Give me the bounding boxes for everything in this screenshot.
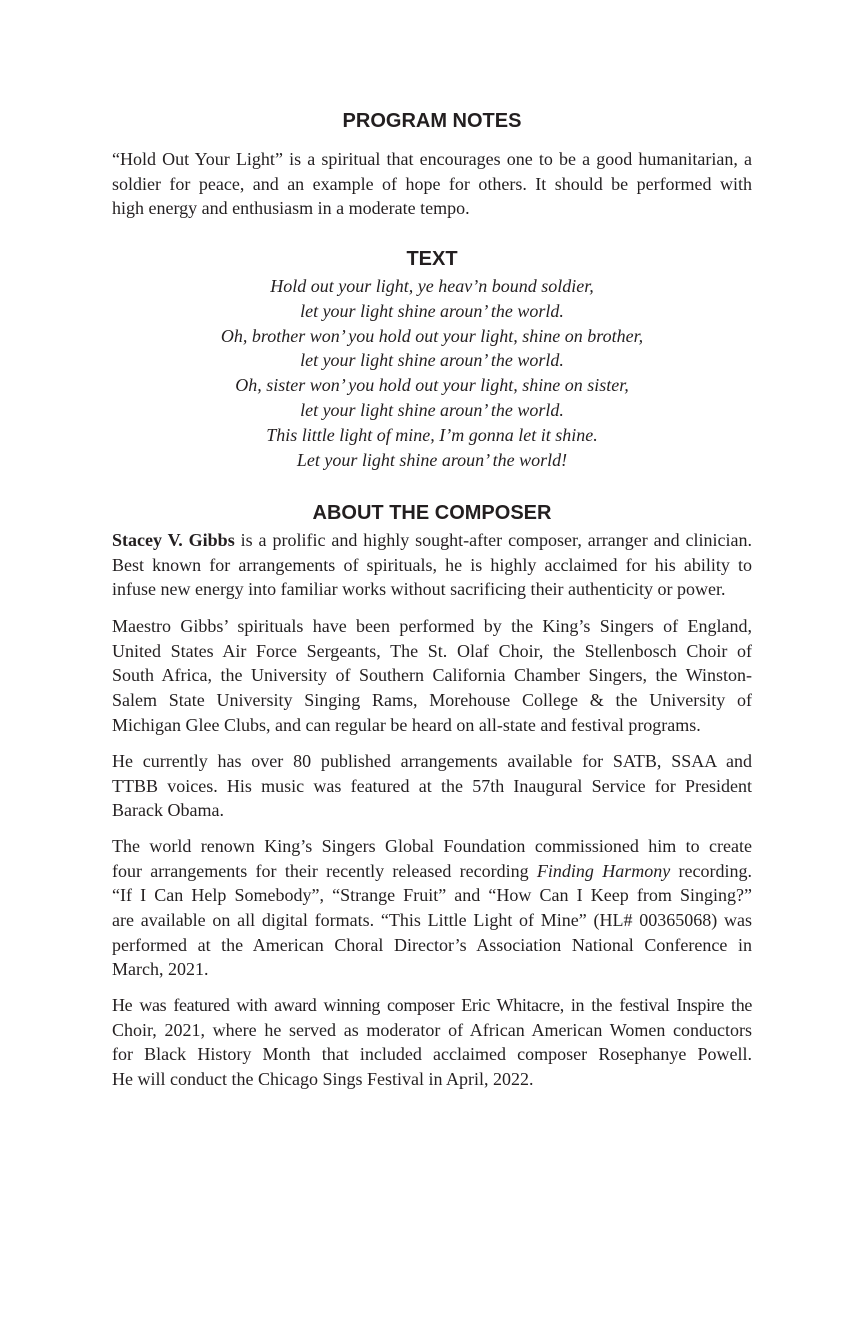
lyric-line: let your light shine aroun’ the world. bbox=[300, 399, 564, 420]
text-line: The world renown King’s Singers Global Foundation commissioned him to create bbox=[112, 836, 752, 856]
text-span: recording. bbox=[670, 860, 752, 881]
text-line: Best known for arrangements of spirituals, he is highly acclaimed for his ability to bbox=[112, 554, 752, 575]
program-notes-heading: PROGRAM NOTES bbox=[342, 110, 522, 132]
lyric-line: Let your light shine aroun’ the world! bbox=[296, 449, 568, 470]
text-line: Maestro Gibbs’ spirituals have been performed by the King’s Singers of England, bbox=[112, 616, 752, 636]
text-line bbox=[112, 528, 752, 553]
text-line: performed at the American Choral Director’s Association National Conference in bbox=[112, 934, 752, 955]
lyric-line: Oh, sister won’ you hold out your light, shine on sister, bbox=[235, 375, 629, 396]
bio-paragraph-4 bbox=[112, 834, 752, 982]
lyric-line: let your light shine aroun’ the world. bbox=[300, 350, 564, 371]
text-line: TTBB voices. His music was featured at the 57th Inaugural Service for President bbox=[112, 775, 752, 796]
bio-paragraph-2 bbox=[112, 614, 752, 737]
text-line: United States Air Force Sergeants, The St. Olaf Choir, the Stellenbosch Choir of bbox=[112, 640, 752, 661]
text-line: He was featured with award winning composer Eric Whitacre, in the festival Inspire the bbox=[112, 995, 752, 1015]
text-line: Salem State University Singing Rams, Morehouse College & the University of bbox=[112, 690, 752, 711]
text-line: “If I Can Help Somebody”, “Strange Fruit” and “How Can I Keep from Singing?” bbox=[112, 885, 752, 906]
text-line: for Black History Month that included acclaimed composer Rosephanye Powell. bbox=[112, 1044, 752, 1065]
text-line: infuse new energy into familiar works without sacrificing their authenticity or power. bbox=[112, 579, 726, 600]
text-line: soldier for peace, and an example of hope for others. It should be performed with bbox=[112, 173, 752, 194]
text-line: “Hold Out Your Light” is a spiritual that encourages one to be a good humanitarian, a bbox=[112, 149, 752, 169]
lyric-line: let your light shine aroun’ the world. bbox=[300, 300, 564, 321]
bio-paragraph-3 bbox=[112, 749, 752, 823]
text-span: four arrangements for their recently released recording bbox=[112, 860, 537, 881]
album-title: Finding Harmony bbox=[536, 860, 671, 881]
text-line: are available on all digital formats. “This Little Light of Mine” (HL# 00365068) was bbox=[112, 910, 752, 931]
lyric-line: This little light of mine, I’m gonna let it shine. bbox=[266, 424, 598, 445]
text-line: South Africa, the University of Southern California Chamber Singers, the Winston- bbox=[112, 665, 752, 686]
lyric-line: Oh, brother won’ you hold out your light, shine on brother, bbox=[220, 325, 644, 346]
text-line: He will conduct the Chicago Sings Festival in April, 2022. bbox=[112, 1069, 534, 1090]
text-line: high energy and enthusiasm in a moderate tempo. bbox=[112, 198, 470, 219]
lyrics bbox=[0, 274, 864, 472]
text-line bbox=[112, 859, 752, 884]
about-composer-heading: ABOUT THE COMPOSER bbox=[312, 502, 552, 524]
program-notes-paragraph bbox=[112, 147, 752, 221]
text-span: is a prolific and highly sought-after composer, arranger and clinician. bbox=[234, 530, 752, 550]
text-heading: TEXT bbox=[406, 248, 458, 270]
composer-name: Stacey V. Gibbs bbox=[112, 530, 235, 550]
text-line: He currently has over 80 published arrangements available for SATB, SSAA and bbox=[112, 751, 752, 771]
text-line: Michigan Glee Clubs, and can regular be heard on all-state and festival programs. bbox=[112, 714, 701, 735]
bio-paragraph-1 bbox=[112, 528, 752, 602]
text-line: Choir, 2021, where he served as moderator of African American Women conductors bbox=[112, 1019, 752, 1040]
bio-paragraph-5 bbox=[112, 993, 752, 1092]
lyric-line: Hold out your light, ye heav’n bound soldier, bbox=[270, 276, 594, 296]
text-line: Barack Obama. bbox=[112, 800, 224, 821]
text-line: March, 2021. bbox=[112, 959, 209, 980]
